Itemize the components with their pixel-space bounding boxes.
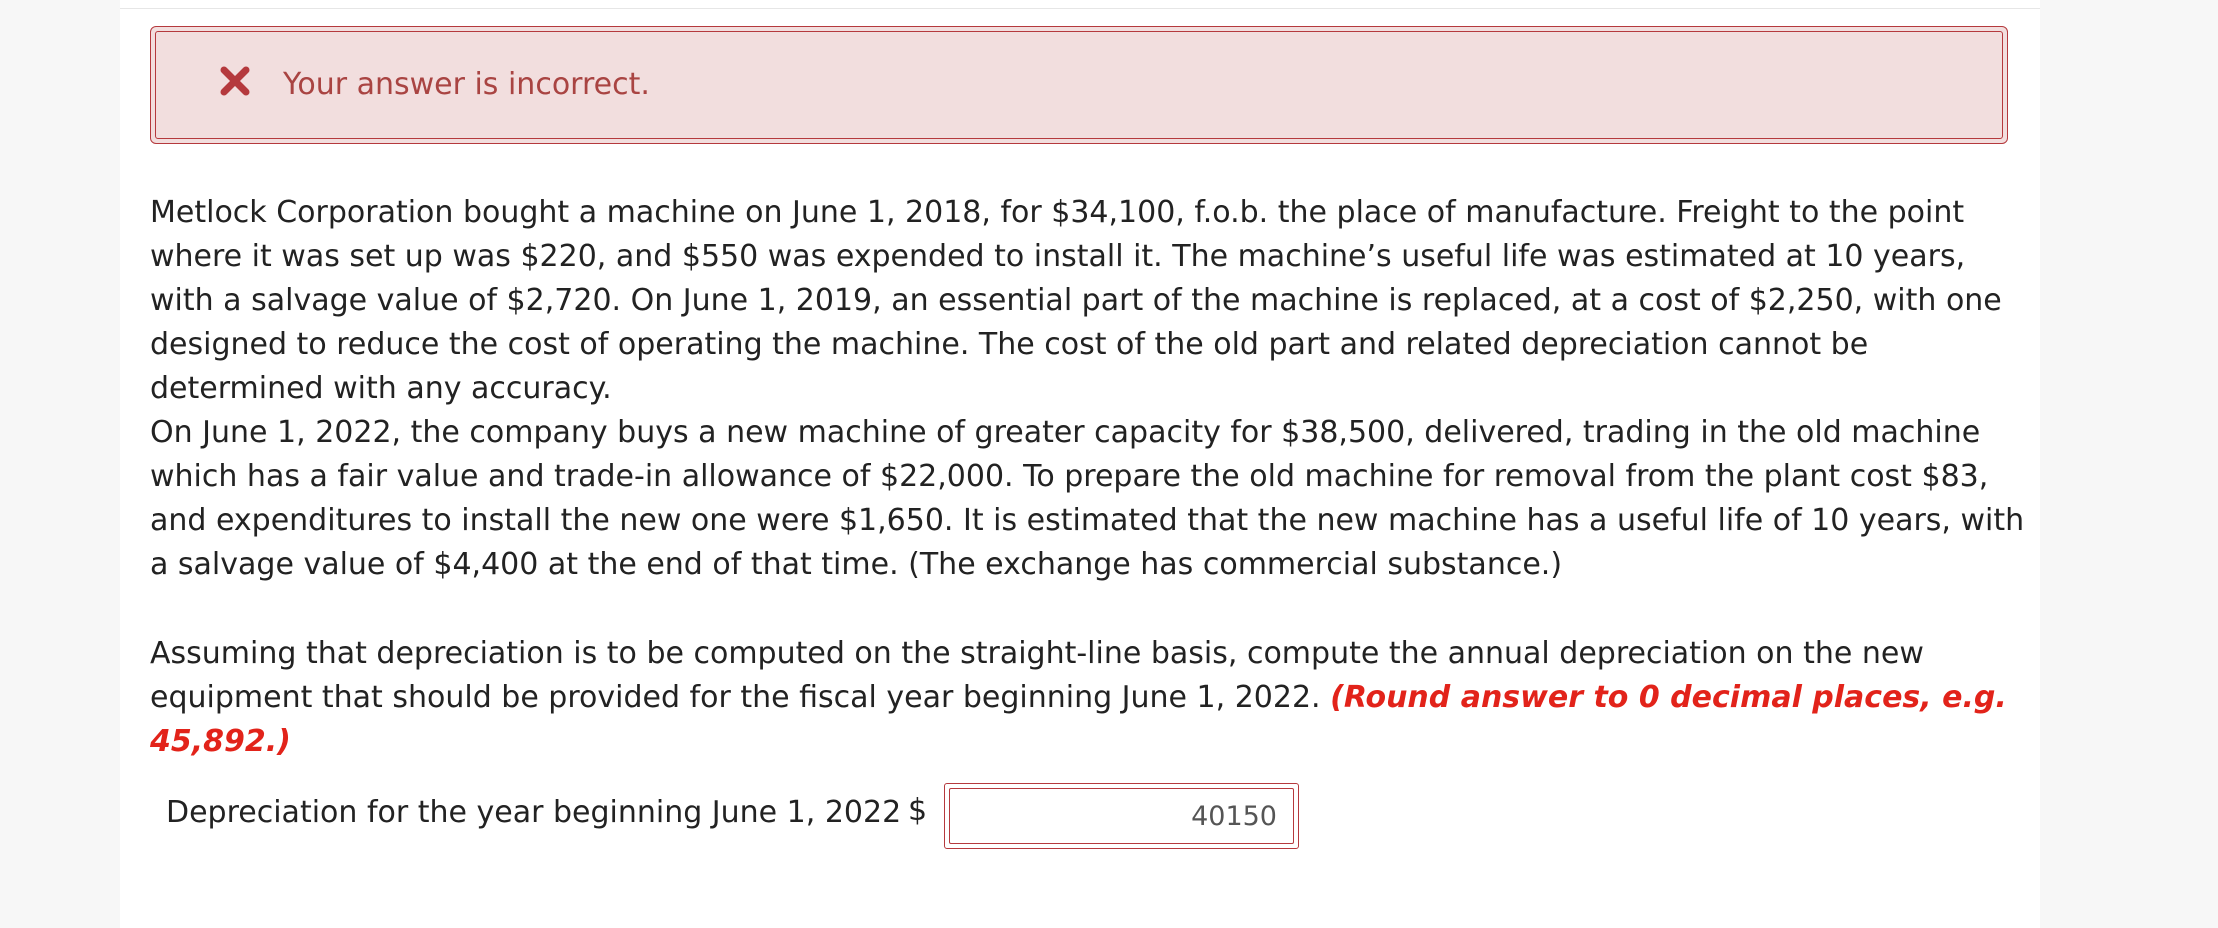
currency-symbol: $ [908,793,928,828]
top-divider [120,8,2040,9]
incorrect-answer-alert [150,26,2008,144]
question-paragraph-3 [150,632,2030,764]
question-instruction: Assuming that depreciation is to be computed on the straight-line basis, compute the annual depreciation on the new equipment that should be provided for the fiscal year beginning June 1, 2022. [150,636,1924,715]
question-paragraph-1: Metlock Corporation bought a machine on June 1, 2018, for $34,100, f.o.b. the place of manufacture. Freight to the point where it was set up was $220, and $550 was expended to install it. The machine’s useful life was estimated at 10 years, with a salvage value of $2,720. On June 1, 2019, an essential part of the machine is replaced, at a cost of $2,250, with one designed to reduce the cost of operating the machine. The cost of the old part and related depreciation cannot be determined with any accuracy. [150,195,2002,406]
depreciation-answer-input[interactable] [949,788,1294,844]
rounding-hint: (Round answer to 0 decimal places, e.g. 45,892.) [150,680,2007,759]
alert-message: Your answer is incorrect. [283,67,650,102]
close-x-icon [217,63,253,99]
question-paragraph-2: On June 1, 2022, the company buys a new machine of greater capacity for $38,500, delivered, trading in the old machine which has a fair value and trade-in allowance of $22,000. To prepare the old machine for removal from the plant cost $83, and expenditures to install the new one were $1,650. It is estimated that the new machine has a useful life of 10 years, with a salvage value of $4,400 at the end of that time. (The exchange has commercial substance.) [150,415,2025,582]
answer-label: Depreciation for the year beginning June 1, 2022 [166,795,902,830]
answer-field-frame [944,783,1299,849]
question-panel [120,0,2040,928]
